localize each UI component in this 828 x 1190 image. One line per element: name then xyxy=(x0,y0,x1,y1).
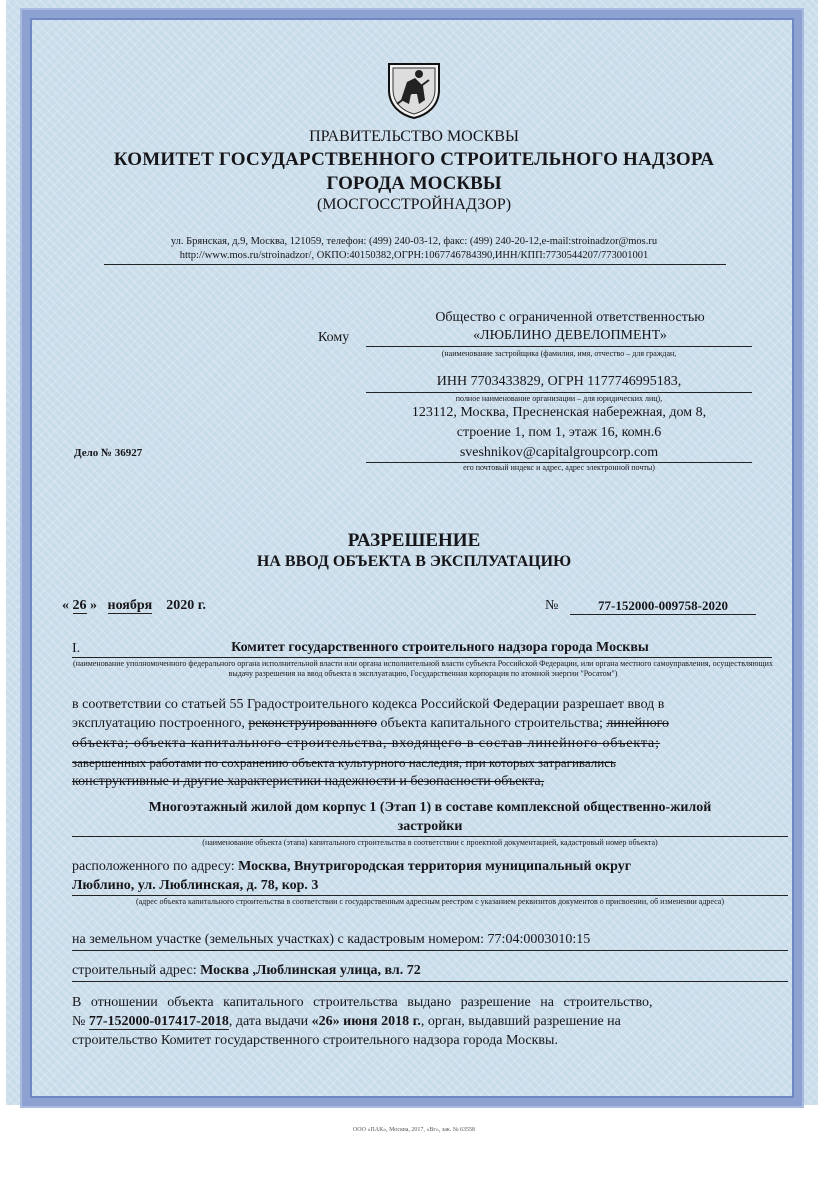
body-linear-struck: линейного xyxy=(606,716,669,731)
object-rule xyxy=(72,836,788,837)
recipient-label: Кому xyxy=(318,330,350,345)
section-number: I. xyxy=(72,641,81,656)
committee-abbreviation: (МОСГОССТРОЙНАДЗОР) xyxy=(316,196,512,213)
issue-date xyxy=(62,598,206,614)
permit-body-line2 xyxy=(72,716,788,732)
permit-body-line4-struck: завершенных работами по сохранению объекта культурного наследия, при которых затрагивались xyxy=(72,755,616,770)
construction-address-value: Москва ,Люблинская улица, вл. 72 xyxy=(200,963,421,978)
location-value-2: Люблино, ул. Люблинская, д. 78, кор. 3 xyxy=(72,878,319,893)
recipient-rule-2 xyxy=(366,392,752,393)
land-rule xyxy=(72,950,788,951)
issuing-authority: Комитет государственного строительного надзора города Москвы xyxy=(231,640,649,655)
reference-issuer-label: , орган, выдавший разрешение на xyxy=(420,1014,621,1029)
permit-reference-line2 xyxy=(72,1014,788,1030)
issue-year: 2020 г. xyxy=(166,598,207,613)
recipient-caption-3: его почтовый индекс и адрес, адрес электронной почты) xyxy=(463,463,655,472)
permit-body-line1: в соответствии со статьей 55 Градостроительного кодекса Российской Федерации разрешает ввод в xyxy=(72,697,665,712)
issue-day: 26 xyxy=(72,598,87,613)
permit-number-label: № xyxy=(545,598,559,613)
recipient-org-type: Общество с ограниченной ответственностью xyxy=(435,310,705,325)
permit-title: РАЗРЕШЕНИЕ xyxy=(347,530,481,551)
recipient-email: sveshnikov@capitalgroupcorp.com xyxy=(459,445,659,460)
reference-permit-number: 77-152000-017417-2018 xyxy=(88,1014,229,1029)
construction-address xyxy=(72,963,421,979)
authority-rule xyxy=(72,657,772,658)
address-caption: (адрес объекта капитального строительства в соответствии с государственным адресным реестром с указанием реквизитов документов о присвоении, об изменении адреса) xyxy=(135,897,725,906)
body-object: объекта капитального строительства; xyxy=(380,716,603,731)
recipient-address-1: 123112, Москва, Пресненская набережная, дом 8, xyxy=(411,405,707,420)
header-rule xyxy=(104,264,726,265)
permit-body-line3-struck: объекта; объекта капитального строительства, входящего в состав линейного объекта; xyxy=(72,736,660,751)
location-rule xyxy=(72,895,788,896)
permit-body-line5-struck: конструктивные и другие характеристики надежности и безопасности объекта, xyxy=(72,774,545,789)
object-name-line2: застройки xyxy=(397,819,463,834)
reference-permit-date: «26» июня 2018 г. xyxy=(311,1014,421,1029)
permit-reference-line3: строительство Комитет государственного строительного надзора города Москвы. xyxy=(72,1033,558,1048)
committee-address: ул. Брянская, д.9, Москва, 121059, телефон: (499) 240-03-12, факс: (499) 240-20-12,e-mail:stroinadzor@mos.ru xyxy=(170,236,658,247)
date-open-quote: « xyxy=(62,598,69,613)
committee-title-line1: КОМИТЕТ ГОСУДАРСТВЕННОГО СТРОИТЕЛЬНОГО НАДЗОРА xyxy=(113,149,715,170)
construction-address-label: строительный адрес: xyxy=(72,963,197,978)
recipient-inn: ИНН 7703433829, ОГРН 1177746995183, xyxy=(436,374,682,389)
construction-rule xyxy=(72,981,788,982)
location-label: расположенного по адресу: xyxy=(72,859,235,874)
object-caption: (наименование объекта (этапа) капитального строительства в соответствии с проектной документацией, кадастровый номер объекта) xyxy=(202,838,658,847)
printer-imprint: ООО «ПАК», Москва, 2017, «Вг», зак. № 63558 xyxy=(352,1127,476,1133)
object-location xyxy=(72,859,788,875)
committee-codes: http://www.mos.ru/stroinadzor/, ОКПО:40150382,ОГРН:1067746784390,ИНН/КПП:7730544207/773001001 xyxy=(179,250,649,261)
moscow-coat-of-arms-icon xyxy=(383,60,445,120)
date-close-quote: » xyxy=(90,598,97,613)
authority-caption: (наименование уполномоченного федерального органа исполнительной власти или органа исполнительной власти субъекта Российской Федерации, или органа местного самоуправления, осуществляющих выдачу разрешения на ввод объекта в эксплуатацию, Государственная корпорация по атомной энергии "Росатом") xyxy=(73,659,773,678)
body-built: эксплуатацию построенного, xyxy=(72,716,245,731)
reference-no-label: № xyxy=(72,1014,86,1029)
object-name-line1: Многоэтажный жилой дом корпус 1 (Этап 1) в составе комплексной общественно-жилой xyxy=(148,800,712,815)
case-number: Дело № 36927 xyxy=(74,447,143,459)
location-value-1: Москва, Внутригородская территория муниципальный округ xyxy=(238,859,632,874)
recipient-rule-1 xyxy=(366,346,752,347)
permit-subtitle: НА ВВОД ОБЪЕКТА В ЭКСПЛУАТАЦИЮ xyxy=(256,553,572,570)
committee-title-line2: ГОРОДА МОСКВЫ xyxy=(326,173,502,194)
reference-date-label: , дата выдачи xyxy=(228,1014,309,1029)
permit-reference-line1: В отношении объекта капитального строительства выдано разрешение на строительство, xyxy=(72,995,653,1010)
land-plot: на земельном участке (земельных участках) с кадастровым номером: 77:04:0003010:15 xyxy=(72,932,591,947)
permit-number: 77-152000-009758-2020 xyxy=(570,598,756,615)
recipient-caption-2: полное наименование организации – для юридических лиц), xyxy=(455,394,663,403)
government-title: ПРАВИТЕЛЬСТВО МОСКВЫ xyxy=(309,128,519,145)
recipient-org-name: «ЛЮБЛИНО ДЕВЕЛОПМЕНТ» xyxy=(473,328,667,343)
recipient-caption-1: (наименование застройщика (фамилия, имя, отчество – для граждан, xyxy=(441,349,677,358)
body-reconstructed-struck: реконструированного xyxy=(248,716,377,731)
issue-month: ноября xyxy=(107,598,153,613)
recipient-address-2: строение 1, пом 1, этаж 16, комн.6 xyxy=(456,425,662,440)
